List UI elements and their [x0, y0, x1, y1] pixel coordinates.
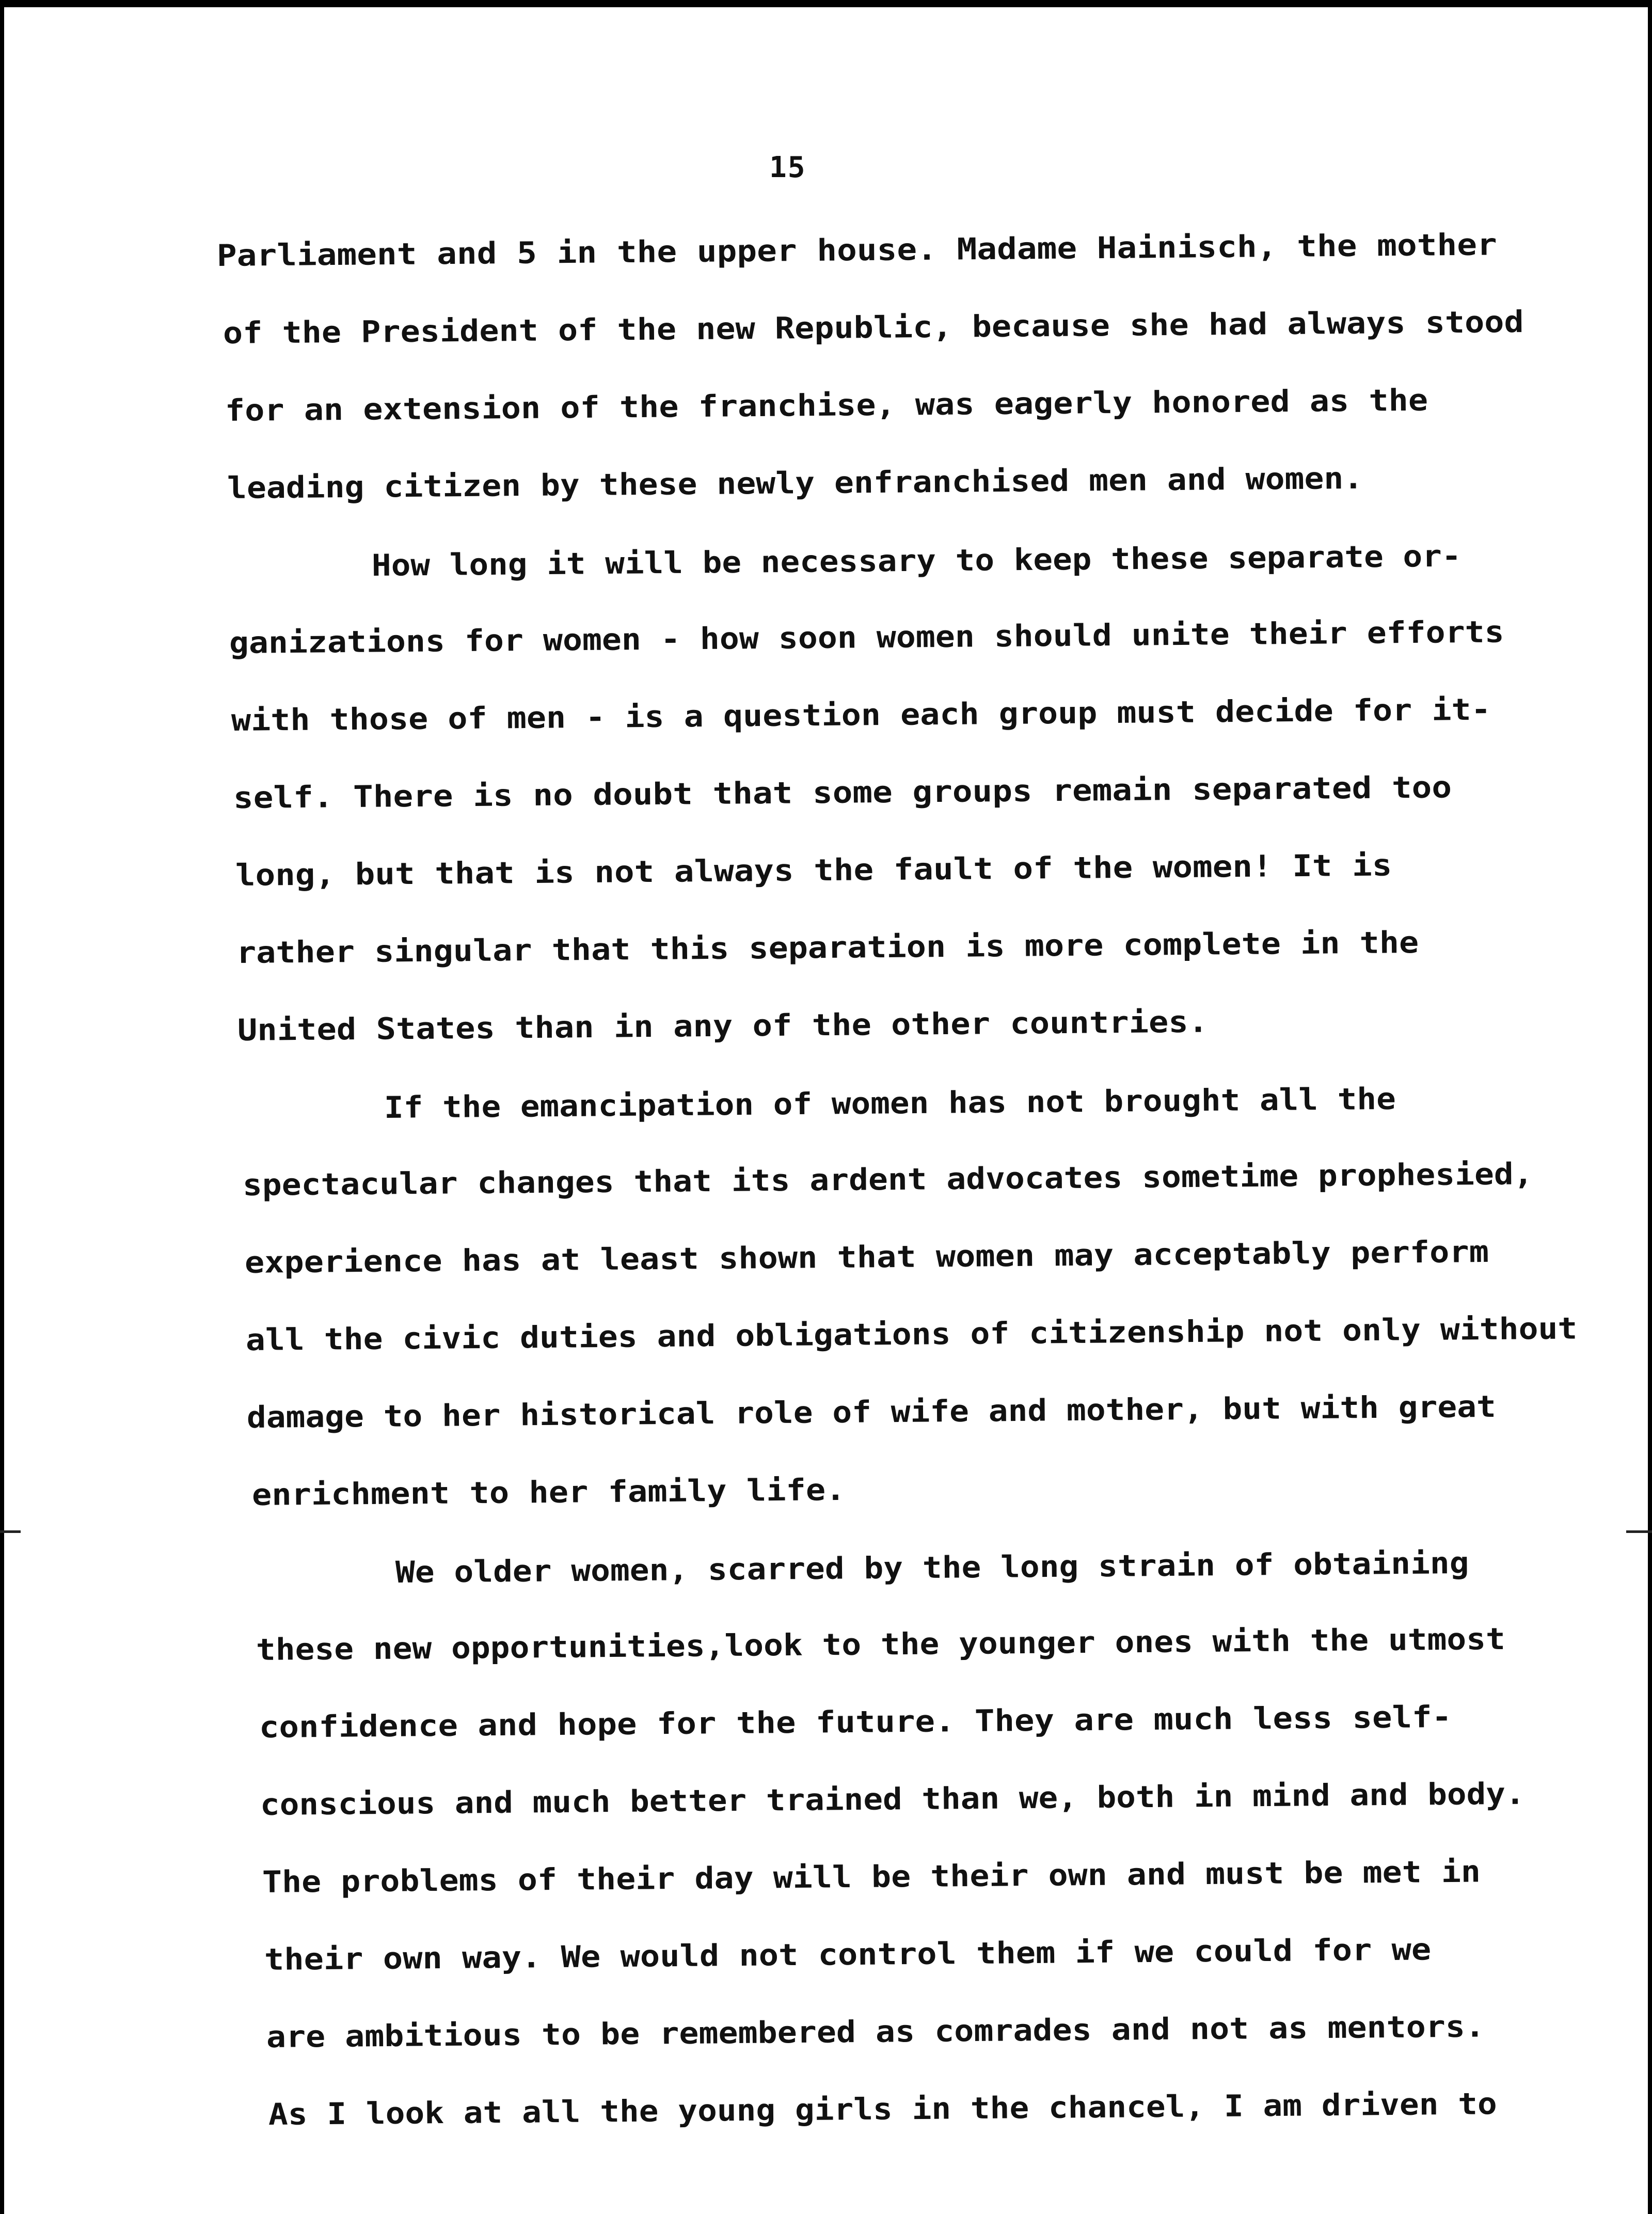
paragraph-4-line-5: The problems of their day will be their own and must be met in: [262, 1854, 1481, 1900]
paragraph-3-line-1: If the emancipation of women has not brought all the: [384, 1081, 1396, 1125]
paragraph-4-line-7: are ambitious to be remembered as comrades and not as mentors.: [266, 2009, 1485, 2054]
paragraph-4-line-8: As I look at all the young girls in the chancel, I am driven to: [268, 2086, 1498, 2132]
page-number: 15: [769, 151, 806, 184]
paragraph-2-line-7: United States than in any of the other countries.: [237, 1004, 1209, 1048]
paragraph-4-line-2: these new opportunities,look to the younger ones with the utmost: [256, 1621, 1506, 1667]
paragraph-1-line-1: Parliament and 5 in the upper house. Madame Hainisch, the mother: [216, 227, 1497, 273]
paragraph-2-line-6: rather singular that this separation is more complete in the: [236, 925, 1419, 970]
paragraph-1-line-4: leading citizen by these newly enfranchised men and women.: [227, 460, 1363, 505]
scan-border-right: [1648, 0, 1652, 2214]
paragraph-2-line-1: How long it will be necessary to keep these separate or-: [371, 538, 1462, 583]
page-fold-mark-right: [1626, 1530, 1652, 1533]
paragraph-3-line-2: spectacular changes that its ardent advocates sometime prophesied,: [242, 1156, 1533, 1203]
paragraph-4-line-6: their own way. We would not control them if we could for we: [264, 1932, 1432, 1977]
paragraph-3-line-6: enrichment to her family life.: [251, 1472, 846, 1512]
paragraph-1-line-3: for an extension of the franchise, was eagerly honored as the: [225, 382, 1428, 428]
paragraph-1-line-2: of the President of the new Republic, because she had always stood: [223, 304, 1524, 351]
paragraph-2-line-4: self. There is no doubt that some groups remain separated too: [233, 769, 1452, 815]
paragraph-2-line-3: with those of men - is a question each group must decide for it-: [231, 691, 1491, 738]
scan-border-left: [0, 0, 4, 2214]
paragraph-4-line-4: conscious and much better trained than we, both in mind and body.: [260, 1776, 1525, 1822]
paragraph-4-line-1: We older women, scarred by the long strain of obtaining: [395, 1545, 1469, 1590]
page-fold-mark-left: [0, 1530, 21, 1533]
paragraph-3-line-4: all the civic duties and obligations of citizenship not only without: [245, 1310, 1578, 1357]
paragraph-2-line-5: long, but that is not always the fault of the women! It is: [235, 847, 1392, 893]
scan-border-top: [0, 0, 1652, 7]
paragraph-3-line-3: experience has at least shown that women may acceptably perform: [244, 1233, 1489, 1280]
paragraph-2-line-2: ganizations for women - how soon women should unite their efforts: [229, 614, 1504, 660]
paragraph-3-line-5: damage to her historical role of wife and mother, but with great: [246, 1388, 1497, 1435]
paragraph-4-line-3: confidence and hope for the future. They are much less self-: [259, 1699, 1452, 1745]
